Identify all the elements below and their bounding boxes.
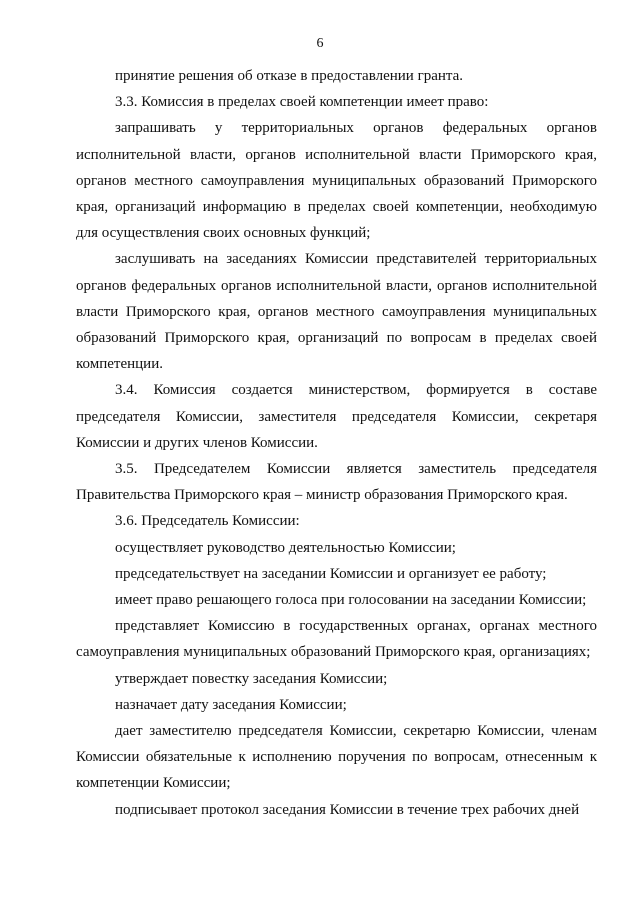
page-number: 6 <box>316 36 324 51</box>
paragraph-3-6-chairman: 3.6. Председатель Комиссии: <box>115 513 300 530</box>
paragraph-approves-agenda: утверждает повестку заседания Комиссии; <box>115 670 388 687</box>
paragraph-grant-refusal: принятие решения об отказе в предоставлении гранта. <box>115 68 464 84</box>
paragraph-sets-meeting-date: назначает дату заседания Комиссии; <box>115 696 347 713</box>
document-body <box>76 63 597 823</box>
paragraph-deciding-vote: имеет право решающего голоса при голосовании на заседании Комиссии; <box>115 592 587 609</box>
paragraph-signs-protocol: подписывает протокол заседания Комиссии в течение трех рабочих дней <box>115 801 580 818</box>
paragraph-3-3-commission-rights: 3.3. Комиссия в пределах своей компетенции имеет право: <box>115 94 489 111</box>
paragraph-3-4-commission-composition: 3.4. Комиссия создается министерством, формируется в составе председателя Комиссии, заместителя председателя Комиссии, секретаря Комиссии и других членов Комиссии. <box>76 382 597 451</box>
paragraph-request-information: запрашивать у территориальных органов федеральных органов исполнительной власти, органов исполнительной власти Приморского края, органов местного самоуправления муниципальных образований Приморского края, организаций информацию в пределах своей компетенции, необходимую для осуществления своих основных функций; <box>76 120 597 242</box>
paragraph-presides-meeting: председательствует на заседании Комиссии и организует ее работу; <box>115 565 547 582</box>
paragraph-manages-activity: осуществляет руководство деятельностью Комиссии; <box>115 539 456 556</box>
paragraph-3-5-chairman-appointment: 3.5. Председателем Комиссии является заместитель председателя Правительства Приморского края – министр образования Приморского края. <box>76 461 597 504</box>
paragraph-hear-representatives: заслушивать на заседаниях Комиссии представителей территориальных органов федеральных органов исполнительной власти, органов исполнительной власти Приморского края, органов местного самоуправления муниципальных образований Приморского края, организаций по вопросам в пределах своей компетенции. <box>76 251 597 373</box>
paragraph-gives-instructions: дает заместителю председателя Комиссии, секретарю Комиссии, членам Комиссии обязательные к исполнению поручения по вопросам, отнесенным к компетенции Комиссии; <box>76 723 597 792</box>
paragraph-represents-commission: представляет Комиссию в государственных органах, органах местного самоуправления муниципальных образований Приморского края, организациях; <box>76 618 597 661</box>
